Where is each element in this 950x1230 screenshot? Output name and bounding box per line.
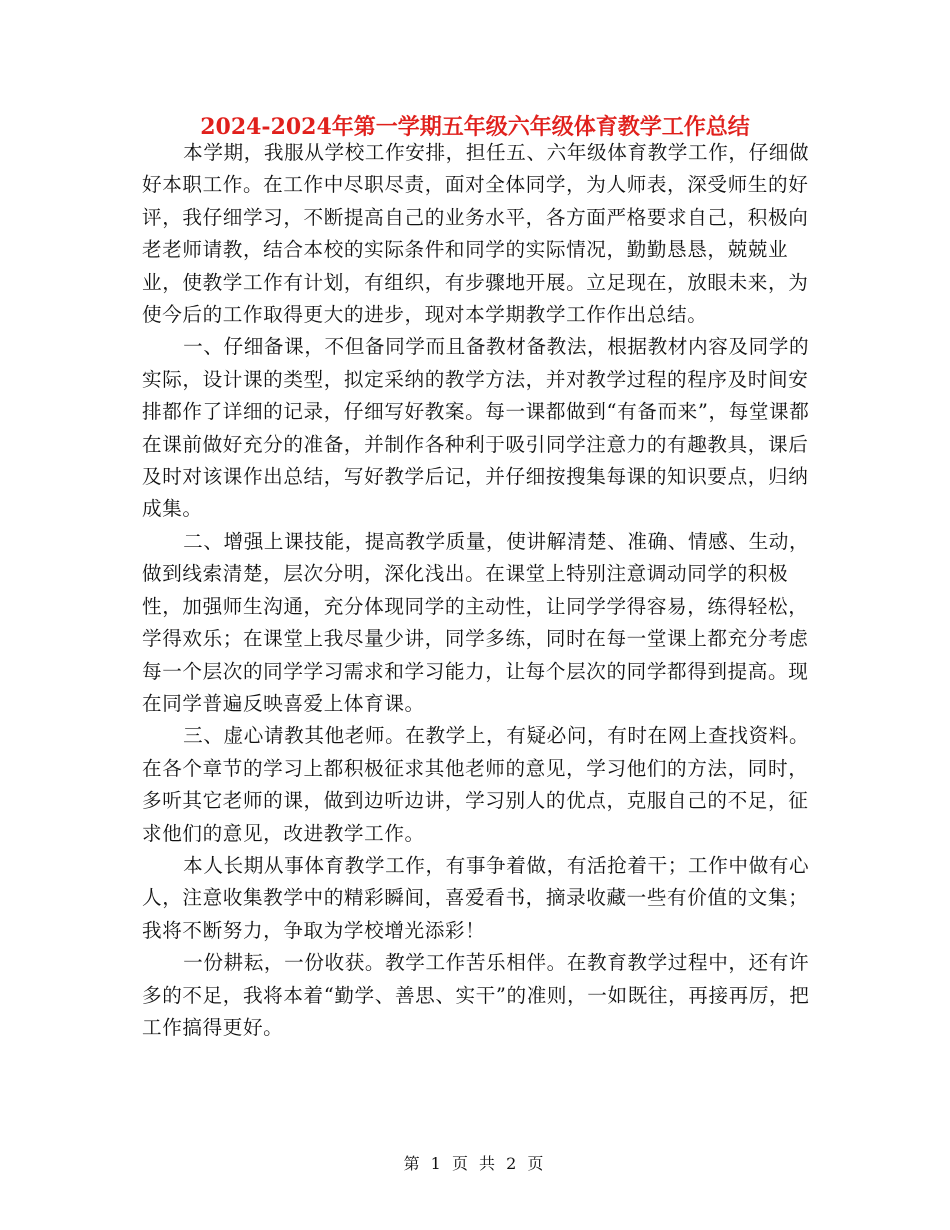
document-title: 2024-2024年第一学期五年级六年级体育教学工作总结 bbox=[200, 114, 750, 140]
paragraph-teaching-skills: 二、增强上课技能，提高教学质量，使讲解清楚、准确、情感、生动，做到线索清楚，层次分明，深化浅出。在课堂上特别注意调动同学的积极性，加强师生沟通，充分体现同学的主动性，让同学学得容易，练得轻松，学得欢乐；在课堂上我尽量少讲，同学多练，同时在每一堂课上都充分考虑每一个层次的同学学习需求和学习能力，让每个层次的同学都得到提高。现在同学普遍反映喜爱上体育课。 bbox=[142, 529, 810, 715]
paragraph-intro: 本学期，我服从学校工作安排，担任五、六年级体育教学工作，仔细做好本职工作。在工作中尽职尽责，面对全体同学，为人师表，深受师生的好评，我仔细学习，不断提高自己的业务水平，各方面严格要求自己，积极向老老师请教，结合本校的实际条件和同学的实际情况，勤勤恳恳，兢兢业业，使教学工作有计划，有组织，有步骤地开展。立足现在，放眼未来，为使今后的工作取得更大的进步，现对本学期教学工作作出总结。 bbox=[142, 141, 810, 327]
paragraph-dedication: 本人长期从事体育教学工作，有事争着做，有活抢着干；工作中做有心人，注意收集教学中的精彩瞬间，喜爱看书，摘录收藏一些有价值的文集；我将不断努力，争取为学校增光添彩！ bbox=[142, 853, 810, 942]
paragraph-consult-teachers: 三、虚心请教其他老师。在教学上，有疑必问，有时在网上查找资料。在各个章节的学习上都积极征求其他老师的意见，学习他们的方法，同时，多听其它老师的课，做到边听边讲，学习别人的优点，克服自己的不足，征求他们的意见，改进教学工作。 bbox=[142, 724, 810, 845]
paragraph-conclusion: 一份耕耘，一份收获。教学工作苦乐相伴。在教育教学过程中，还有许多的不足，我将本着“勤学、善思、实干”的准则，一如既往，再接再厉，把工作搞得更好。 bbox=[142, 951, 810, 1039]
document-body bbox=[142, 137, 810, 1044]
paragraph-preparation: 一、仔细备课，不但备同学而且备教材备教法，根据教材内容及同学的实际，设计课的类型，拟定采纳的教学方法，并对教学过程的程序及时间安排都作了详细的记录，仔细写好教案。每一课都做到“有备而来”，每堂课都在课前做好充分的准备，并制作各种利于吸引同学注意力的有趣教具，课后及时对该课作出总结，写好教学后记，并仔细按搜集每课的知识要点，归纳成集。 bbox=[142, 335, 810, 521]
page-number-footer: 第 1 页 共 2 页 bbox=[403, 1154, 547, 1173]
